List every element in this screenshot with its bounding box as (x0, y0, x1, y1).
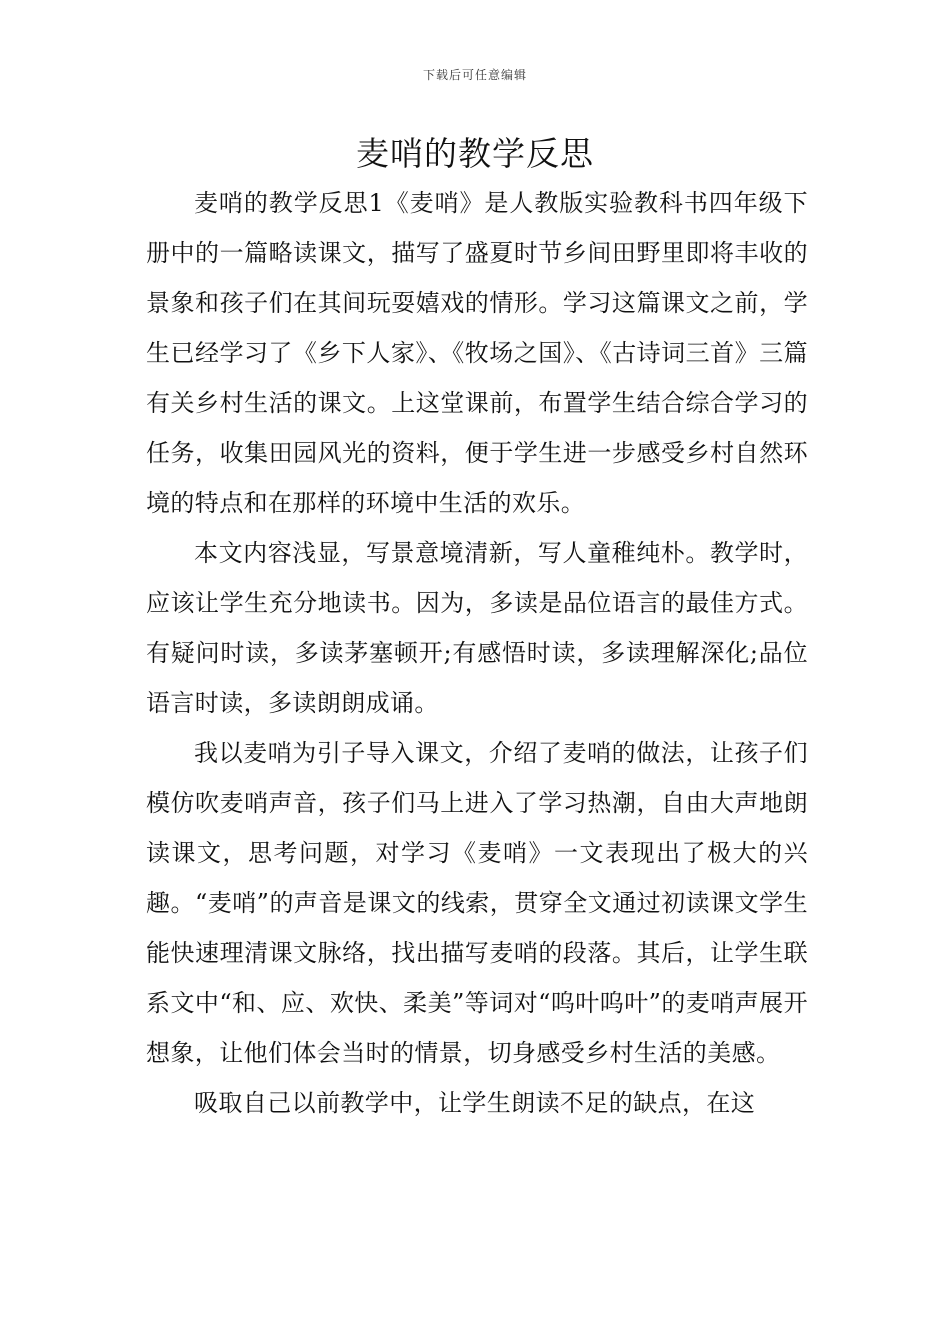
paragraph-2: 本文内容浅显，写景意境清新，写人童稚纯朴。教学时，应该让学生充分地读书。因为，多读是品位语言的最佳方式。有疑问时读，多读茅塞顿开;有感悟时读，多读理解深化;品位语言时读，多读朗朗成诵。 (146, 539, 808, 717)
document-body (146, 178, 808, 1128)
paragraph-1: 麦哨的教学反思1《麦哨》是人教版实验教科书四年级下册中的一篇略读课文，描写了盛夏时节乡间田野里即将丰收的景象和孩子们在其间玩耍嬉戏的情形。学习这篇课文之前，学生已经学习了《乡下人家》、《牧场之国》、《古诗词三首》三篇有关乡村生活的课文。上这堂课前，布置学生结合综合学习的任务，收集田园风光的资料，便于学生进一步感受乡村自然环境的特点和在那样的环境中生活的欢乐。 (146, 189, 808, 517)
paragraph-4: 吸取自己以前教学中，让学生朗读不足的缺点，在这 (194, 1089, 756, 1117)
document-title: 麦哨的教学反思 (356, 134, 594, 173)
paragraph-3: 我以麦哨为引子导入课文，介绍了麦哨的做法，让孩子们模仿吹麦哨声音，孩子们马上进入了学习热潮，自由大声地朗读课文，思考问题，对学习《麦哨》一文表现出了极大的兴趣。“麦哨”的声音是课文的线索，贯穿全文通过初读课文学生能快速理清课文脉络，找出描写麦哨的段落。其后，让学生联系文中“和、应、欢快、柔美”等词对“呜叶呜叶”的麦哨声展开想象，让他们体会当时的情景，切身感受乡村生活的美感。 (146, 739, 808, 1067)
header-note: 下载后可任意编辑 (422, 68, 527, 82)
